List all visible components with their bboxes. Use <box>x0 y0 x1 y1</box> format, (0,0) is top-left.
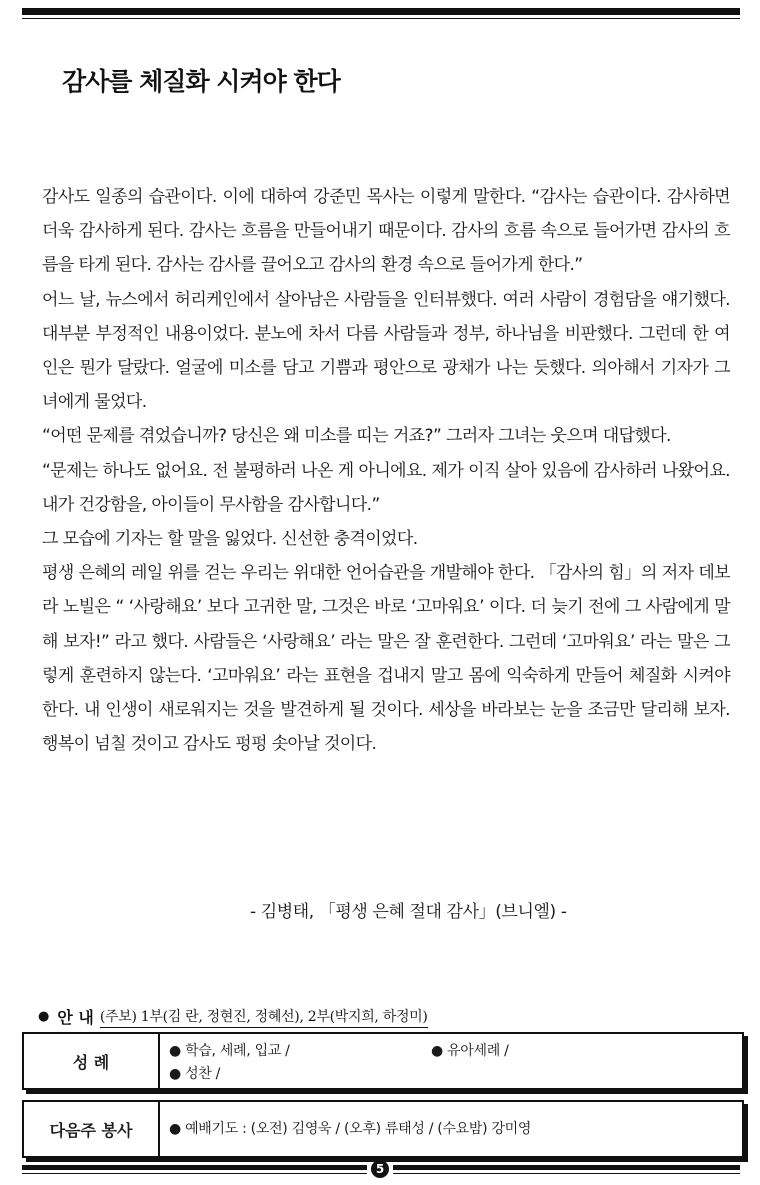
sacrament-item-infant-baptism: ● 유아세례 / <box>431 1043 509 1059</box>
next-week-service-row <box>22 1100 744 1158</box>
article-source: - 김병태, 「평생 은혜 절대 감사」(브니엘) - <box>250 902 567 922</box>
bottom-rule-right <box>393 1165 740 1170</box>
paragraph-5: 그 모습에 기자는 할 말을 잃었다. 신선한 충격이었다. <box>42 529 418 550</box>
article-body <box>42 180 730 761</box>
top-rule <box>22 8 740 15</box>
next-week-service-content <box>169 1102 732 1156</box>
notice-line <box>38 1005 428 1028</box>
paragraph-2: 어느 날, 뉴스에서 허리케인에서 살아남은 사람들을 인터뷰했다. 여러 사람이 경험담을 얘기했다. 대부분 부정적인 내용이었다. 분노에 차서 다름 사람들과 정부, 하나님을 비판했다. 그런데 한 여인은 뭔가 달랐다. 얼굴에 미소를 담고 기쁨과 평안으로 광채가 나는 듯했다. 의아해서 기자가 그녀에게 물었다. <box>42 289 730 413</box>
service-item-prayer: ● 예배기도 : (오전) 김영욱 / (오후) 류태성 / (수요밤) 강미영 <box>169 1121 532 1137</box>
sacrament-item-communion: ● 성찬 / <box>169 1066 221 1082</box>
paragraph-6: 평생 은혜의 레일 위를 걷는 우리는 위대한 언어습관을 개발해야 한다. 「감사의 힘」의 저자 데보라 노빌은 “ ‘사랑해요’ 보다 고귀한 말, 그것은 바로 ‘고마워요’ 이다. 더 늦기 전에 그 사람에게 말해 보자!” 라고 했다. 사람들은 ‘사랑해요’ 라는 말은 잘 훈련한다. 그런데 ‘고마워요’ 라는 말은 그렇게 훈련하지 않는다. ‘고마워요’ 라는 표현을 겁내지 말고 몸에 익숙하게 만들어 체질화 시켜야 한다. 내 인생이 새로워지는 것을 발견하게 될 것이다. 세상을 바라보는 눈을 조금만 달리해 보자. 행복이 넘칠 것이고 감사도 펑펑 솟아날 것이다. <box>42 563 730 755</box>
bottom-rule-left <box>22 1165 367 1170</box>
sacrament-row <box>22 1032 744 1090</box>
notice-label: 안 내 <box>57 1008 94 1027</box>
bottom-rule-right-thin <box>393 1173 740 1174</box>
top-rule-thin <box>22 18 740 19</box>
sacrament-item-baptism: ● 학습, 세례, 입교 / <box>169 1043 290 1059</box>
page-number: 5 <box>371 1160 389 1178</box>
bullet-icon: ● <box>38 1009 50 1024</box>
notice-detail: (주보) 1부(김 란, 정현진, 정혜선), 2부(박지희, 하정미) <box>100 1006 428 1028</box>
sacrament-heading: 성 례 <box>24 1034 160 1088</box>
next-week-service-heading: 다음주 봉사 <box>24 1102 160 1156</box>
sacrament-content <box>169 1034 732 1088</box>
bottom-rule-left-thin <box>22 1173 367 1174</box>
paragraph-3: “어떤 문제를 겪었습니까? 당신은 왜 미소를 띠는 거죠?” 그러자 그녀는 웃으며 대답했다. <box>42 426 671 447</box>
paragraph-4: “문제는 하나도 없어요. 전 불평하러 나온 게 아니에요. 제가 이직 살아 있음에 감사하러 나왔어요. 내가 건강함을, 아이들이 무사함을 감사합니다.” <box>42 460 730 515</box>
article-title: 감사를 체질화 시켜야 한다 <box>62 67 340 96</box>
paragraph-1: 감사도 일종의 습관이다. 이에 대하여 강준민 목사는 이렇게 말한다. “감사는 습관이다. 감사하면 더욱 감사하게 된다. 감사는 흐름을 만들어내기 때문이다. 감사의 흐름 속으로 들어가면 감사의 흐름을 타게 된다. 감사는 감사를 끌어오고 감사의 환경 속으로 들어가게 한다.” <box>42 187 730 276</box>
